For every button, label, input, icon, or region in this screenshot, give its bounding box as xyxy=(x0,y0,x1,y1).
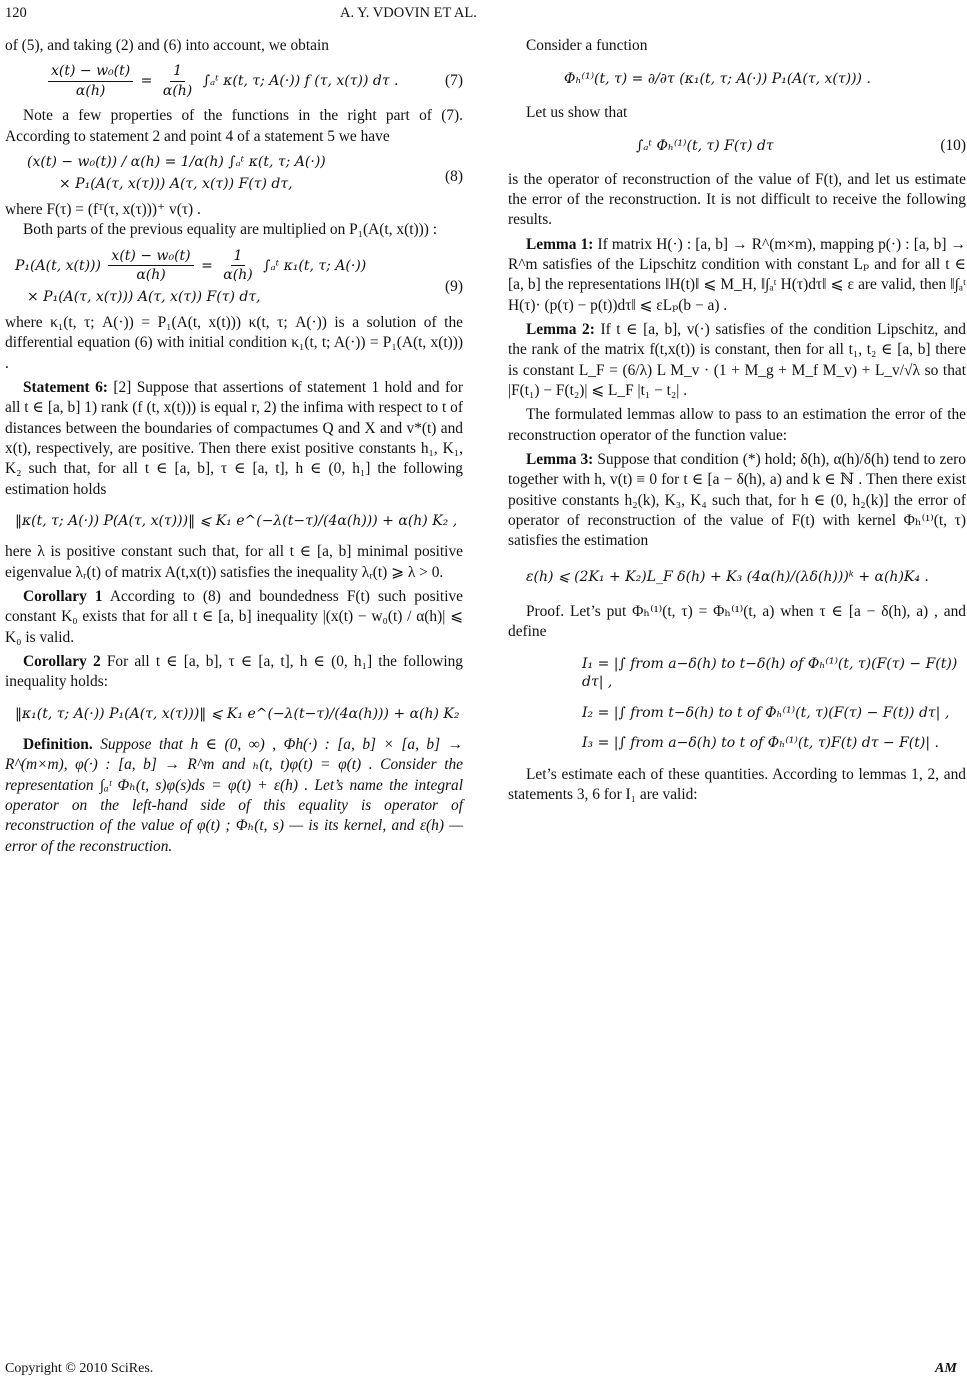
denominator: α(h) xyxy=(75,82,106,99)
equation-number: (7) xyxy=(445,72,463,90)
copyright: Copyright © 2010 SciRes. xyxy=(5,1361,154,1376)
equation-body: Φₕ⁽¹⁾(t, τ) = ∂/∂τ (κ₁(t, τ; A(·)) P₁(A(τ, x(τ))) . xyxy=(564,71,871,88)
paragraph: Both parts of the previous equality are multiplied on P₁(A(t, x(t))) : xyxy=(23,221,437,239)
estimation-lemma-3 xyxy=(508,568,966,586)
paragraph: The formulated lemmas allow to pass to an estimation the error of the reconstruction operator of the function value: xyxy=(508,406,966,444)
statement-text: [2] Suppose that assertions of statement 1 hold and for all t ∈ [a, b] 1) rank (f (t, x(t))) is equal r, 2) the infima with respect to t of distances between the boundaries of compactumes Q and X and v*(t) and x(t), respectively, are positive. Then there exist positive constants h₁, K₁, K₂ such that, for all t ∈ [a, b], τ ∈ [a, t], h ∈ (0, h₁] the following estimation holds xyxy=(5,378,463,498)
denominator: α(h) xyxy=(136,266,166,283)
lemma-text: Suppose that condition (*) hold; δ(h), α(h)/δ(h) tend to zero together with h, v(t) ≡ 0 for t ∈ [a − δ(h), a) and k ∈ ℕ . Then there exist positive constants h₂(k), K₃, K₄ such that, for h ∈ (0, h₂(k)] the error of operator of reconstruction of the value of F(t) with kernel Φₕ⁽¹⁾(t, τ) satisfies the estimation xyxy=(508,450,966,550)
paragraph: here λ is positive constant such that, for all t ∈ [a, b] minimal positive eigenvalue λᵣ(t) of matrix A(t,x(t)) satisfies the inequality λᵣ(t) ⩾ λ > 0. xyxy=(5,543,463,581)
paragraph: Consider a function xyxy=(526,37,648,54)
equation-body: ∫ₐᵗ κ₁(t, τ; A(·)) xyxy=(263,257,367,274)
equation-number: (8) xyxy=(445,167,463,185)
equation-prefix: P₁(A(t, x(t))) xyxy=(15,257,101,274)
paragraph: Note a few properties of the functions in the right part of (7). According to statement 2 and point 4 of a statement 5 we have xyxy=(5,107,463,145)
equation-phi xyxy=(508,70,966,88)
equation-body: I₁ = |∫ from a−δ(h) to t−δ(h) of Φₕ⁽¹⁾(t, τ)(F(τ) − F(t)) dτ| , xyxy=(582,655,958,691)
estimation-corollary-2 xyxy=(5,705,463,723)
paragraph: of (5), and taking (2) and (6) into account, we obtain xyxy=(5,37,329,54)
corollary-label: Corollary 2 xyxy=(23,652,101,670)
proof: Proof. Let’s put Φₕ⁽¹⁾(t, τ) = Φₕ⁽¹⁾(t, a) when τ ∈ [a − δ(h), a) , and define xyxy=(508,602,966,641)
lemma-label: Lemma 1: xyxy=(526,235,594,253)
corollary-2 xyxy=(5,652,463,693)
equation-7: $\frac{\text{x(t) − w₀(t)}}{\alpha(h)}$ = $\frac{1}{\alpha(h)}$ ∫ₐᵗ κ(t, τ; A(·)) f (τ, x(τ)) dτ . (7) xyxy=(5,62,463,100)
numerator: 1 xyxy=(170,62,185,81)
definition-text: Suppose that h ∈ (0, ∞) , Φh(·) : [a, b] × [a, b] → R^(m×m), φ(·) : [a, b] → R^m and ₕ(t, t)φ(t) = φ(t) . Consider the representation ∫ₐᵗ Φₕ(t, s)φ(s)ds = φ(t) + ε(h) . Let’s name the integral operator on the left-hand side of this equality is operator of reconstruction of the value of φ(t) ; Φₕ(t, s) — is its kernel, and ε(h) — error of the reconstruction. xyxy=(5,736,463,855)
fraction xyxy=(48,62,133,100)
denominator: α(h) xyxy=(162,82,193,99)
fraction xyxy=(220,247,255,285)
equation-body: I₂ = |∫ from t−δ(h) to t of Φₕ⁽¹⁾(t, τ)(F(τ) − F(t)) dτ| , xyxy=(582,704,950,721)
equation-body: ε(h) ⩽ (2K₁ + K₂)L_F δ(h) + K₃ (4α(h)/(λδ(h)))ᵏ + α(h)K₄ . xyxy=(526,568,929,585)
equation-line: × P₁(A(τ, x(τ))) A(τ, x(τ)) F(τ) dτ, xyxy=(27,289,261,306)
equation-number: (10) xyxy=(940,137,966,155)
lemma-label: Lemma 3: xyxy=(526,450,594,468)
numerator: 1 xyxy=(231,247,246,266)
numerator: x(t) − w₀(t) xyxy=(48,62,133,81)
fraction xyxy=(160,62,195,100)
page-number: 120 xyxy=(5,5,27,21)
equation-line: × P₁(A(τ, x(τ))) A(τ, x(τ)) F(τ) dτ, xyxy=(59,176,293,193)
denominator: α(h) xyxy=(223,266,253,283)
paragraph: where κ₁(t, τ; A(·)) = P₁(A(t, x(t))) κ(t, τ; A(·)) is a solution of the differential equation (6) with initial condition κ₁(t, t; A(·)) = P₁(A(t, x(t))) . xyxy=(5,313,463,372)
right-column xyxy=(508,36,966,805)
numerator: x(t) − w₀(t) xyxy=(108,247,193,266)
paragraph: Let’s estimate each of these quantities. According to lemmas 1, 2, and statements 3, 6 for I₁ are valid: xyxy=(508,765,966,803)
equation-body: ∫ₐᵗ κ(t, τ; A(·)) f (τ, x(τ)) dτ . xyxy=(202,73,399,90)
equation-line: (x(t) − w₀(t)) / α(h) = 1/α(h) ∫ₐᵗ κ(t, τ; A(·)) xyxy=(27,153,326,170)
statement-6 xyxy=(5,378,463,500)
definition-label: Definition. xyxy=(23,736,93,754)
equation-9: P₁(A(t, x(t))) $\frac{\text{x(t) − w₀(t)}}{\alpha(h)}$ = $\frac{1}{\alpha(h)}$ ∫ₐᵗ κ₁(t, τ; A(·)) × P₁(A(τ, x(τ))) A(τ, x(τ)) F(τ) dτ, (9) xyxy=(15,247,463,306)
equation-body: ∫ₐᵗ Φₕ⁽¹⁾(t, τ) F(τ) dτ xyxy=(636,138,774,155)
equation-number: (9) xyxy=(445,277,463,295)
paragraph: where F(τ) = (fᵀ(τ, x(τ)))⁺ v(τ) . xyxy=(5,200,201,218)
lemma-label: Lemma 2: xyxy=(526,320,595,338)
running-title: A. Y. VDOVIN ET AL. xyxy=(340,5,477,21)
lemma-3 xyxy=(508,450,966,552)
corollary-text: According to (8) and boundedness F(t) such positive constant K₀ exists that for all t ∈ [a, b] inequality |(x(t) − w₀(t) / α(h)| ⩽ K₀ is valid. xyxy=(5,588,464,646)
corollary-1 xyxy=(5,587,463,648)
estimation-statement-6 xyxy=(5,512,463,530)
equation-8 xyxy=(5,153,463,194)
equation-I2 xyxy=(508,704,966,722)
lemma-text: If t ∈ [a, b], v(·) satisfies of the condition Lipschitz, and the rank of the matrix f(t,x(t)) is constant, then for all t₁, t₂ ∈ [a, b] there is constant L_F = (6/λ) L M_v · (1 + M_g + M_f M_v) + L_v/√λ so that |F(t₁) − F(t₂)| ⩽ L_F |t₁ − t₂| . xyxy=(508,320,966,399)
lemma-text: If matrix H(·) : [a, b] → R^(m×m), mapping p(·) : [a, b] → R^m satisfies of the Lipschitz condition with constant Lₚ and for all t ∈ [a, b] the representations ‖H(t)‖ ⩽ M_H, ‖∫ₐᵗ H(τ)dτ‖ ⩽ ε are valid, then ‖∫ₐᵗ H(τ)· (p(τ) − p(t))dτ‖ ⩽ εLₚ(b − a) . xyxy=(508,235,966,314)
journal-abbrev: AM xyxy=(935,1361,957,1376)
definition xyxy=(5,735,463,857)
statement-label: Statement 6: xyxy=(23,378,108,396)
corollary-label: Corollary 1 xyxy=(23,588,103,605)
paragraph: is the operator of reconstruction of the value of F(t), and let us estimate the error of the reconstruction. It is not difficult to receive the following results. xyxy=(508,170,966,229)
equation-10 xyxy=(508,137,966,155)
paragraph: Let us show that xyxy=(526,103,628,121)
left-column xyxy=(5,36,463,857)
equation-I1 xyxy=(508,655,966,692)
lemma-2 xyxy=(508,320,966,401)
equation-body: ‖κ(t, τ; A(·)) P(A(τ, x(τ)))‖ ⩽ K₁ e^(−λ(t−τ)/(4α(h))) + α(h) K₂ , xyxy=(15,512,458,529)
corollary-text: For all t ∈ [a, b], τ ∈ [a, t], h ∈ (0, h₁] the following inequality holds: xyxy=(5,652,463,691)
equation-I3 xyxy=(508,734,966,752)
equation-body: I₃ = |∫ from a−δ(h) to t of Φₕ⁽¹⁾(t, τ)F(t) dτ − F(t)| . xyxy=(582,735,939,752)
equation-body: ‖κ₁(t, τ; A(·)) P₁(A(τ, x(τ)))‖ ⩽ K₁ e^(−λ(t−τ)/(4α(h))) + α(h) K₂ xyxy=(15,705,460,722)
lemma-1 xyxy=(508,235,966,316)
fraction xyxy=(108,247,193,285)
